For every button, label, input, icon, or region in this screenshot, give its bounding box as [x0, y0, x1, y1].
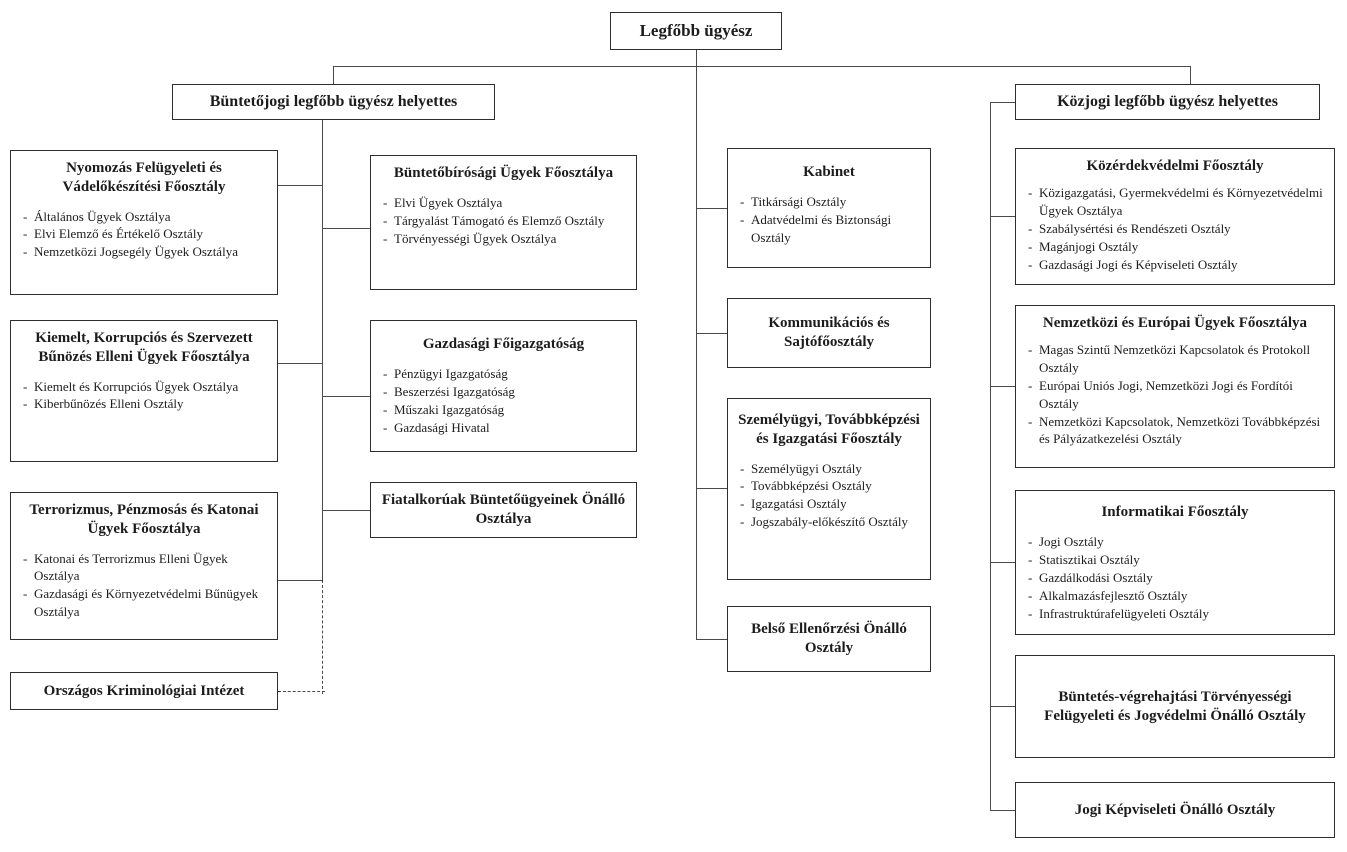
list-item: - Általános Ügyek Osztálya: [21, 208, 271, 226]
list-item: - Gazdasági és Környezetvédelmi Bűnügyek Osztálya: [21, 585, 271, 621]
list-item: - Pénzügyi Igazgatóság: [381, 365, 630, 383]
list-item: - Beszerzési Igazgatóság: [381, 383, 630, 401]
box-title: Legfőbb ügyész: [639, 21, 753, 41]
box-jogi-kepviseleti: [1015, 782, 1335, 838]
box-kabinet: [727, 148, 931, 268]
box-buntetojogi-helyettes: [172, 84, 495, 120]
connector-top-horizontal: [333, 66, 1190, 67]
box-title: Közérdekvédelmi Főosztály: [1086, 158, 1264, 174]
box-items: [371, 365, 636, 443]
connector-stub-nemzetkozi: [990, 386, 1015, 387]
box-title: Gazdasági Főigazgatóság: [422, 336, 585, 352]
list-item: - Adatvédelmi és Biztonsági Osztály: [738, 211, 924, 247]
connector-stub-jogi-kepviseleti: [990, 810, 1015, 811]
list-item: - Katonai és Terrorizmus Elleni Ügyek Osztálya: [21, 550, 271, 586]
list-item: - Jogszabály-előkészítő Osztály: [738, 513, 924, 531]
box-nemzetkozi-europai: [1015, 305, 1335, 468]
box-gazdasagi-foigazgatosag: [370, 320, 637, 452]
connector-stub-informatikai: [990, 562, 1015, 563]
list-item: - Továbbképzési Osztály: [738, 477, 924, 495]
box-kiemelt-korrupcios: [10, 320, 278, 462]
list-item: - Gazdasági Hivatal: [381, 419, 630, 437]
box-fiatalkoruak: [370, 482, 637, 538]
list-item: - Közigazgatási, Gyermekvédelmi és Környezetvédelmi Ügyek Osztálya: [1026, 184, 1328, 220]
connector-stub-fiatalkoruak: [322, 510, 370, 511]
box-kozjogi-helyettes: [1015, 84, 1320, 120]
connector-stub-kabinet: [696, 208, 727, 209]
list-item: - Tárgyalást Támogató és Elemző Osztály: [381, 212, 630, 230]
connector-stub-kommunikacios: [696, 333, 727, 334]
box-terrorizmus-penzmosas: [10, 492, 278, 640]
box-items: [1016, 341, 1334, 455]
box-items: [11, 208, 277, 268]
list-item: - Magas Szintű Nemzetközi Kapcsolatok és Protokoll Osztály: [1026, 341, 1328, 377]
connector-stub-buntetes-vegrehajtasi: [990, 706, 1015, 707]
connector-stub-kiemelt: [278, 363, 322, 364]
box-title: Országos Kriminológiai Intézet: [43, 682, 245, 699]
connector-left-spine-dashed: [322, 580, 323, 694]
connector-stub-kozerdekvedelmi: [990, 216, 1015, 217]
connector-stub-kozjogi: [990, 102, 1015, 103]
box-kozerdekvedelmi: [1015, 148, 1335, 285]
connector-left-spine: [322, 120, 323, 580]
box-title: Büntetőjogi legfőbb ügyész helyettes: [209, 93, 458, 110]
connector-center-spine: [696, 66, 697, 639]
list-item: - Alkalmazásfejlesztő Osztály: [1026, 587, 1328, 605]
box-title: Büntetőbírósági Ügyek Főosztálya: [393, 165, 614, 181]
box-items: [728, 460, 930, 538]
list-item: - Igazgatási Osztály: [738, 495, 924, 513]
list-item: - Nemzetközi Kapcsolatok, Nemzetközi Továbbképzési és Pályázatkezelési Osztály: [1026, 413, 1328, 449]
box-legfobb-ugyesz: [610, 12, 782, 50]
box-items: [11, 378, 277, 420]
box-title: Belső Ellenőrzési Önálló Osztály: [751, 621, 907, 656]
box-szemelyugyi: [727, 398, 931, 580]
box-orszagos-kriminologiai: [10, 672, 278, 710]
list-item: - Szabálysértési és Rendészeti Osztály: [1026, 220, 1328, 238]
box-title: Fiatalkorúak Büntetőügyeinek Önálló Osztálya: [381, 492, 626, 527]
list-item: - Gazdálkodási Osztály: [1026, 569, 1328, 587]
connector-stub-orszagos-dashed: [278, 691, 325, 692]
box-title: Kabinet: [803, 164, 855, 180]
list-item: - Kiberbűnözés Elleni Osztály: [21, 395, 271, 413]
connector-public-deputy-drop: [1190, 66, 1191, 84]
box-items: [728, 193, 930, 253]
box-title: Nyomozás Felügyeleti és Vádelőkészítési Főosztály: [62, 160, 226, 195]
list-item: - Műszaki Igazgatóság: [381, 401, 630, 419]
list-item: - Statisztikai Osztály: [1026, 551, 1328, 569]
connector-stub-belso: [696, 639, 727, 640]
box-title: Büntetés-végrehajtási Törvényességi Felügyeleti és Jogvédelmi Önálló Osztály: [1044, 688, 1306, 724]
box-title: Informatikai Főosztály: [1101, 504, 1249, 520]
list-item: - Kiemelt és Korrupciós Ügyek Osztálya: [21, 378, 271, 396]
box-title: Kiemelt, Korrupciós és Szervezett Bűnözés Elleni Ügyek Főosztálya: [35, 330, 253, 365]
box-title: Nemzetközi és Európai Ügyek Főosztálya: [1042, 315, 1308, 331]
box-nyomozas-felugyeleti: [10, 150, 278, 295]
box-items: [371, 194, 636, 254]
list-item: - Európai Uniós Jogi, Nemzetközi Jogi és Fordítói Osztály: [1026, 377, 1328, 413]
list-item: - Magánjogi Osztály: [1026, 238, 1328, 256]
list-item: - Törvényességi Ügyek Osztálya: [381, 230, 630, 248]
connector-root-drop: [696, 50, 697, 66]
list-item: - Nemzetközi Jogsegély Ügyek Osztálya: [21, 243, 271, 261]
connector-stub-szemelyugyi: [696, 488, 727, 489]
box-items: [11, 550, 277, 628]
list-item: - Gazdasági Jogi és Képviseleti Osztály: [1026, 256, 1328, 274]
list-item: - Infrastruktúrafelügyeleti Osztály: [1026, 605, 1328, 623]
connector-stub-nyomozas: [278, 185, 322, 186]
box-title: Közjogi legfőbb ügyész helyettes: [1057, 93, 1278, 110]
list-item: - Jogi Osztály: [1026, 533, 1328, 551]
list-item: - Elvi Ügyek Osztálya: [381, 194, 630, 212]
box-buntetes-vegrehajtasi: [1015, 655, 1335, 758]
box-title: Jogi Képviseleti Önálló Osztály: [1074, 801, 1276, 818]
box-title: Kommunikációs és Sajtófőosztály: [768, 315, 890, 350]
connector-stub-buntetobirosagi: [322, 228, 370, 229]
list-item: - Titkársági Osztály: [738, 193, 924, 211]
connector-stub-gazdasagi: [322, 396, 370, 397]
box-belso-ellenorzesi: [727, 606, 931, 672]
connector-criminal-deputy-drop: [333, 66, 334, 84]
box-items: [1016, 184, 1334, 280]
connector-right-spine: [990, 102, 991, 810]
box-informatikai: [1015, 490, 1335, 635]
box-items: [1016, 533, 1334, 629]
connector-stub-terrorizmus: [278, 580, 322, 581]
box-title: Személyügyi, Továbbképzési és Igazgatási Főosztály: [738, 412, 920, 447]
box-buntetobirosagi-ugyek: [370, 155, 637, 290]
list-item: - Személyügyi Osztály: [738, 460, 924, 478]
box-title: Terrorizmus, Pénzmosás és Katonai Ügyek Főosztálya: [29, 502, 259, 537]
box-kommunikacios: [727, 298, 931, 368]
list-item: - Elvi Elemző és Értékelő Osztály: [21, 225, 271, 243]
